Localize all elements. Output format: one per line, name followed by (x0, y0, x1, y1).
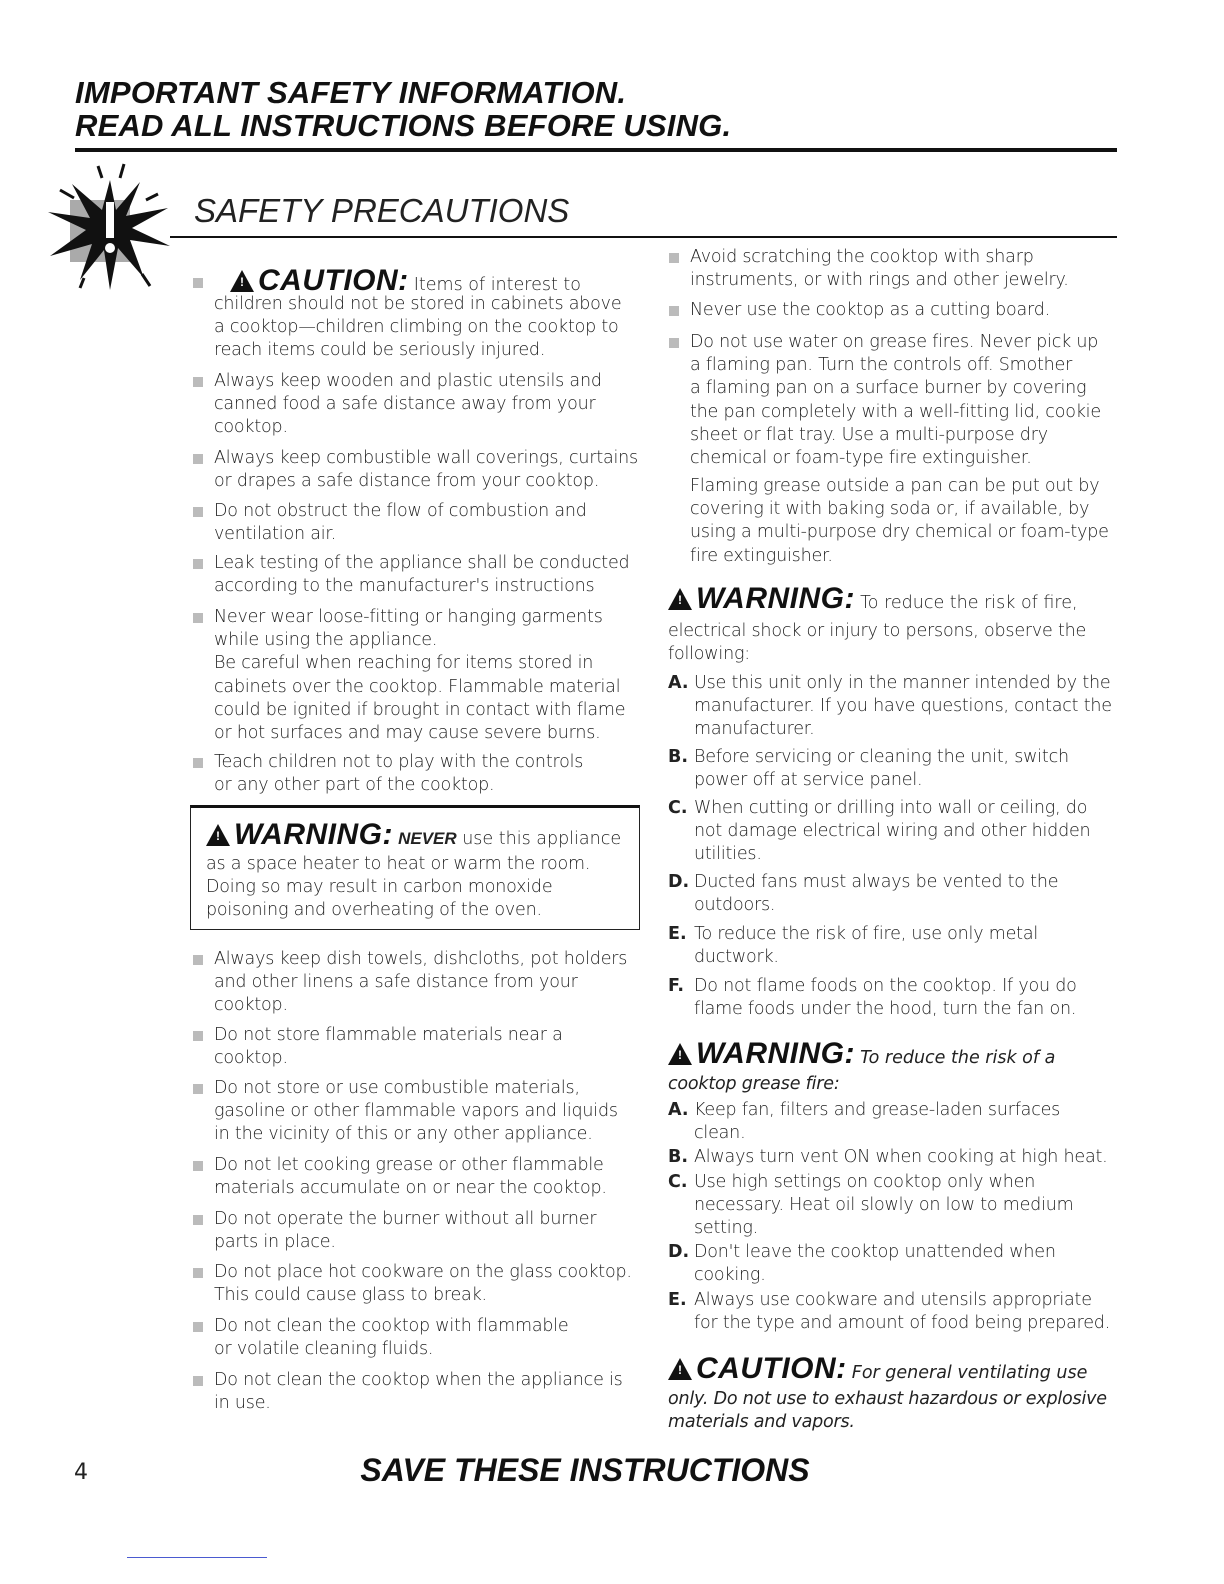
footer-title: SAVE THESE INSTRUCTIONS (360, 1452, 810, 1488)
caution-body: children should not be stored in cabinets above a cooktop—children climbing on the cooktop to reach items could be seriously injured. (214, 294, 622, 361)
caution-label: CAUTION: (696, 1352, 847, 1385)
warning-triangle-icon: ! (206, 824, 230, 846)
bullet-item: Do not clean the cooktop with flammable or volatile cleaning fluids. (214, 1316, 569, 1360)
bullet-icon (193, 1031, 203, 1041)
warning-label: WARNING: (696, 582, 855, 615)
bullet-item: Always keep combustible wall coverings, curtains or drapes a safe distance from your cooktop. (214, 448, 638, 492)
bullet-item: Do not clean the cooktop when the appliance is in use. (214, 1370, 623, 1414)
lettered-item: Do not flame foods on the cooktop. If you do flame foods under the hood, turn the fan on. (694, 976, 1077, 1020)
bullet-icon (193, 559, 203, 569)
lettered-item: Use high settings on cooktop only when necessary. Heat oil slowly on low to medium setting. (694, 1172, 1074, 1239)
caution2-heading (668, 1352, 1087, 1386)
lettered-item: Always turn vent ON when cooking at high heat. (694, 1147, 1108, 1167)
item-letter: E. (668, 924, 687, 944)
caution-text: Items of interest to (413, 275, 581, 295)
bullet-icon (193, 613, 203, 623)
bottom-line (127, 1557, 267, 1558)
warning1-heading (668, 582, 1078, 616)
lettered-item: Before servicing or cleaning the unit, switch power off at service panel. (694, 747, 1069, 791)
item-letter: C. (668, 798, 688, 818)
warning-box-text: use this appliance (456, 829, 622, 849)
warning-label: WARNING: (234, 818, 393, 851)
bullet-item: Do not use water on grease fires. Never pick up a flaming pan. Turn the controls off. Smother a flaming pan on a surface burner by covering the pan completely with a well-fitting lid, cookie sheet or flat tray. Use a multi-purpose dry chemical or foam-type fire extinguisher. (690, 332, 1101, 469)
header-line-1: IMPORTANT SAFETY INFORMATION. (75, 75, 627, 110)
warning1-body: electrical shock or injury to persons, observe the following: (668, 621, 1087, 665)
warning-triangle-icon: ! (668, 588, 692, 610)
header-rule (75, 148, 1117, 152)
bullet-item: Always keep dish towels, dishcloths, pot holders and other linens a safe distance from your cooktop. (214, 949, 628, 1016)
warning2-heading (668, 1037, 1055, 1071)
bullet-icon (193, 1215, 203, 1225)
lettered-item: Use this unit only in the manner intended by the manufacturer. If you have questions, contact the manufacturer. (694, 673, 1112, 740)
warning2-text: To reduce the risk of a (860, 1048, 1056, 1068)
lettered-item: Keep fan, filters and grease-laden surfaces clean. (694, 1100, 1061, 1144)
bullet-item: Leak testing of the appliance shall be conducted according to the manufacturer's instructions (214, 553, 630, 597)
bullet-item: Do not obstruct the flow of combustion and ventilation air. (214, 501, 587, 545)
bullet-item: Never use the cooktop as a cutting board. (690, 300, 1051, 320)
item-letter: C. (668, 1172, 688, 1192)
item-letter: D. (668, 872, 690, 892)
lettered-item: Don't leave the cooktop unattended when cooking. (694, 1242, 1056, 1286)
bullet-icon (193, 454, 203, 464)
item-letter: F. (668, 976, 685, 996)
bullet-icon (193, 1084, 203, 1094)
bullet-icon (193, 1322, 203, 1332)
warning2-body: cooktop grease fire: (668, 1074, 840, 1094)
warning-label: WARNING: (696, 1037, 855, 1070)
caution-label: CAUTION: (258, 264, 409, 297)
bullet-item: Do not place hot cookware on the glass cooktop. This could cause glass to break. (214, 1262, 632, 1306)
bullet-icon (193, 1376, 203, 1386)
bullet-item: Do not store or use combustible materials, gasoline or other flammable vapors and liquids in the vicinity of this or any other appliance. (214, 1078, 618, 1145)
item-letter: B. (668, 747, 688, 767)
bullet-item: Do not operate the burner without all burner parts in place. (214, 1209, 597, 1253)
bullet-icon (193, 377, 203, 387)
warning1-text: To reduce the risk of fire, (860, 593, 1078, 613)
warning-box-body: as a space heater to heat or warm the room. Doing so may result in carbon monoxide poisoning and overheating of the oven. (206, 854, 591, 921)
bullet-icon (669, 306, 679, 316)
warning-triangle-icon: ! (230, 270, 254, 292)
bullet-icon (669, 338, 679, 348)
warning-triangle-icon: ! (668, 1043, 692, 1065)
bullet-icon (669, 253, 679, 263)
bullet-item: Always keep wooden and plastic utensils and canned food a safe distance away from your cooktop. (214, 371, 602, 438)
item-letter: A. (668, 673, 689, 693)
lettered-item: Ducted fans must always be vented to the outdoors. (694, 872, 1059, 916)
bullet-item: Teach children not to play with the controls or any other part of the cooktop. (214, 752, 584, 796)
grease-note: Flaming grease outside a pan can be put out by covering it with baking soda or, if available, by using a multi-purpose dry chemical or foam-type fire extinguisher. (690, 476, 1109, 566)
caution2-body: only. Do not use to exhaust hazardous or explosive materials and vapors. (668, 1389, 1107, 1433)
bullet-item: Do not let cooking grease or other flammable materials accumulate on or near the cooktop. (214, 1155, 607, 1199)
warning-triangle-icon: ! (668, 1358, 692, 1380)
lettered-item: Always use cookware and utensils appropriate for the type and amount of food being prepared. (694, 1290, 1111, 1334)
item-letter: D. (668, 1242, 690, 1262)
warning-starburst-icon (40, 160, 180, 300)
page-number: 4 (74, 1460, 88, 1485)
lettered-item: To reduce the risk of fire, use only metal ductwork. (694, 924, 1039, 968)
section-rule (170, 236, 1117, 238)
bullet-icon (193, 955, 203, 965)
bullet-icon (193, 1161, 203, 1171)
bullet-icon (193, 758, 203, 768)
item-letter: B. (668, 1147, 688, 1167)
never-emphasis: NEVER (398, 829, 457, 848)
lettered-item: When cutting or drilling into wall or ceiling, do not damage electrical wiring and other hidden utilities. (694, 798, 1091, 865)
caution2-text: For general ventilating use (851, 1363, 1088, 1383)
bullet-icon (193, 278, 203, 288)
warning-box-heading (206, 818, 621, 852)
item-letter: A. (668, 1100, 689, 1120)
bullet-item: Never wear loose-fitting or hanging garments while using the appliance. Be careful when reaching for items stored in cabinets over the cooktop. Flammable material could be ignited if brought in contact with flame or hot surfaces and may cause severe burns. (214, 607, 626, 744)
bullet-icon (193, 1268, 203, 1278)
header-line-2: READ ALL INSTRUCTIONS BEFORE USING. (75, 108, 732, 143)
bullet-icon (193, 507, 203, 517)
bullet-item: Avoid scratching the cooktop with sharp instruments, or with rings and other jewelry. (690, 247, 1069, 291)
bullet-item: Do not store flammable materials near a cooktop. (214, 1025, 563, 1069)
section-title: SAFETY PRECAUTIONS (194, 192, 570, 229)
item-letter: E. (668, 1290, 687, 1310)
